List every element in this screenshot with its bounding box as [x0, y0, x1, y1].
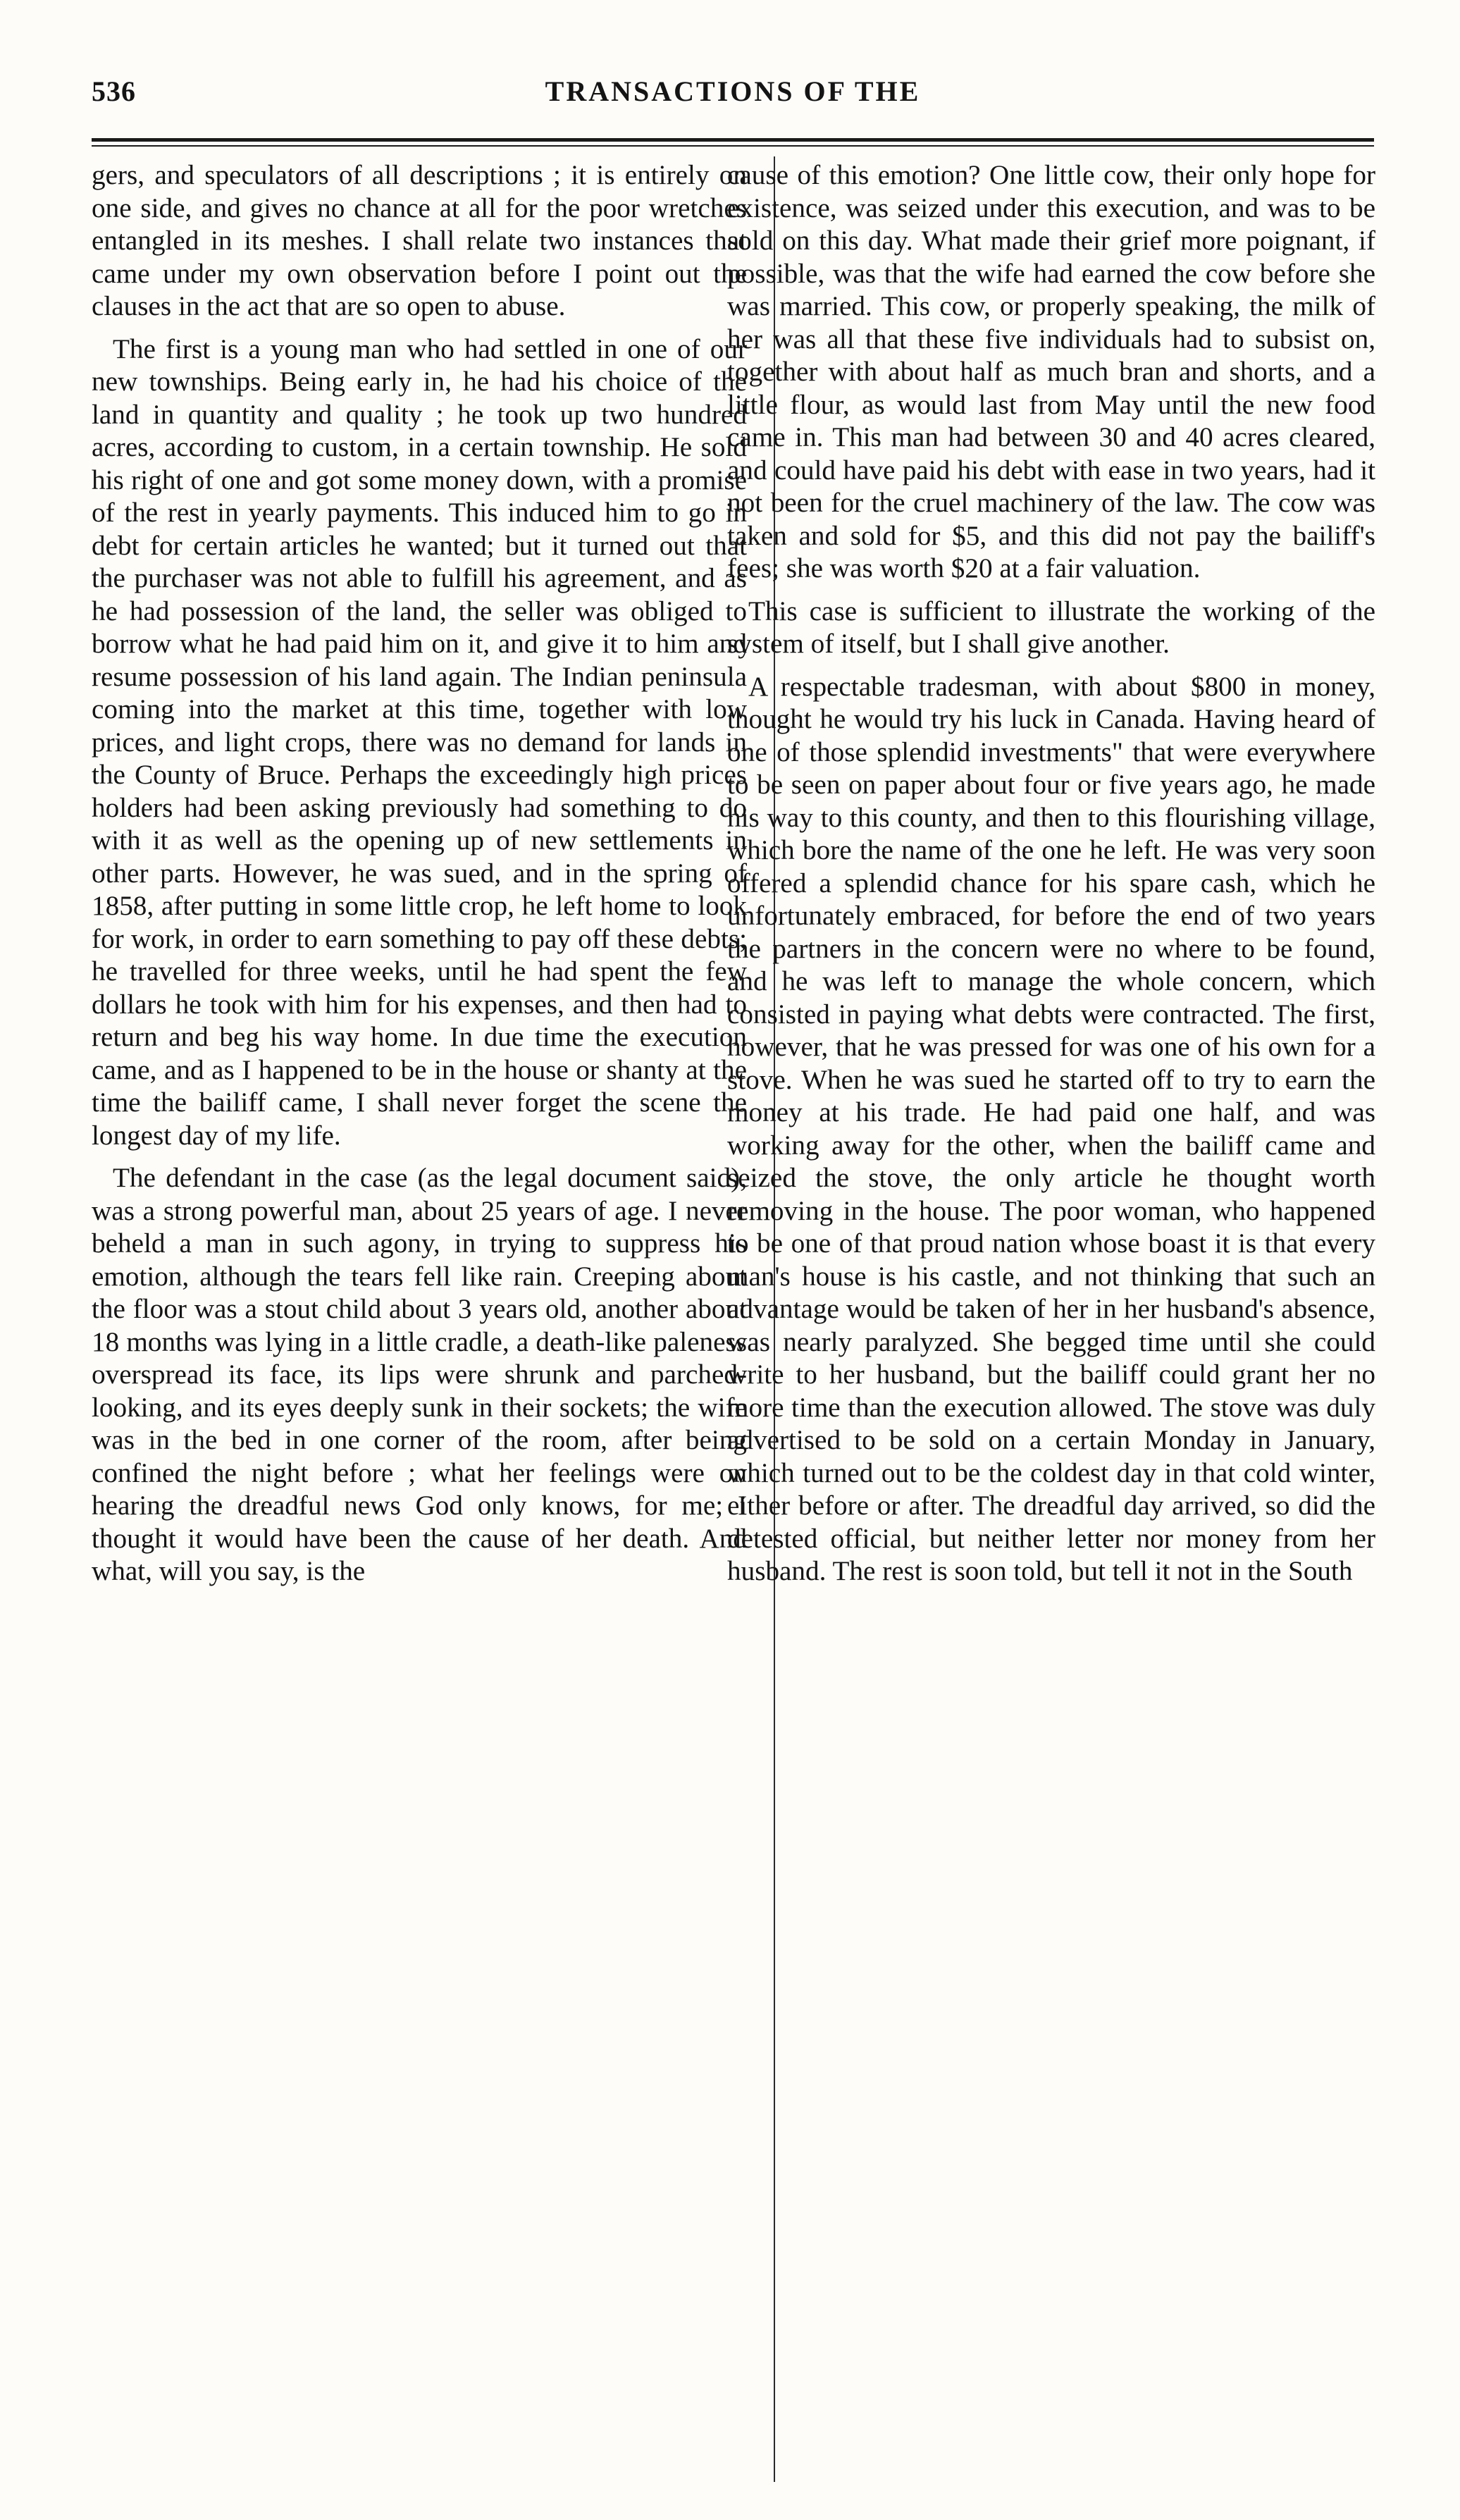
paragraph: cause of this emotion? One little cow, their only hope for existence, was seized under this execution, and was to be sold on this day. What made their grief more poignant, if possible, was that the wife had earned the cow before she was married. This cow, or properly speaking, the milk of her was all that these five individuals had to subsist on, together with about half as much bran and shorts, and a little flour, as would last from May until the new food came in. This man had between 30 and 40 acres cleared, and could have paid his debt with ease in two years, had it not been for the cruel machinery of the law. The cow was taken and sold for $5, and this did not pay the bailiff's fees; she was worth $20 at a fair valuation.	[727, 160, 1375, 583]
page-number: 536	[92, 75, 136, 107]
paragraph: A respectable tradesman, with about $800 in money, thought he would try his luck in Canada. Having heard of one of those splendid investments" that were everywhere to be seen on paper about four or five years ago, he made his way to this county, and then to this flourishing village, which bore the name of the one he left. He was very soon offered a splendid chance for his spare cash, which he unfortunately embraced, for before the end of two years the partners in the concern were no where to be found, and he was left to manage the whole concern, which consisted in paying what debts were contracted. The first, however, that he was pressed for was one of his own for a stove. When he was sued he started off to try to earn the money at his trade. He had paid one half, and was working away for the other, when the bailiff came and seized the stove, the only article he thought worth removing in the house. The poor woman, who happened to be one of that proud nation whose boast it is that every man's house is his castle, and not thinking that such an advantage would be taken of her in her husband's absence, was nearly paralyzed. She begged time until she could write to her husband, but the bailiff could grant her no more time than the execution allowed. The stove was duly advertised to be sold on a certain Monday in January, which turned out to be the coldest day in that cold winter, either before or after. The dreadful day arrived, so did the detested official, but neither letter nor money from her husband. The rest is soon told, but tell it not in the South	[727, 671, 1375, 1586]
left-column	[92, 159, 747, 2485]
page-header	[92, 75, 1374, 117]
paragraph: The first is a young man who had settled in one of our new townships. Being early in, he had his choice of the land in quantity and quality ; he took up two hundred acres, according to custom, in a certain township. He sold his right of one and got some money down, with a promise of the rest in yearly payments. This induced him to go in debt for certain articles he wanted; but it turned out that the purchaser was not able to fulfill his agreement, and as he had possession of the land, the seller was obliged to borrow what he had paid him on it, and give it to him and resume possession of his land again. The Indian peninsula coming into the market at this time, together with low prices, and light crops, there was no demand for lands in the County of Bruce. Perhaps the exceedingly high prices holders had been asking previously had something to do with it as well as the opening up of new settlements in other parts. However, he was sued, and in the spring of 1858, after putting in some little crop, he left home to look for work, in order to earn something to pay off these debts; he travelled for three weeks, until he had spent the few dollars he took with him for his expenses, and then had to return and beg his way home. In due time the execution came, and as I happened to be in the house or shanty at the time the bailiff came, I shall never forget the scene the longest day of my life.	[92, 333, 747, 1151]
right-column	[727, 159, 1375, 2485]
header-rule-thick	[92, 138, 1374, 142]
paragraph: The defendant in the case (as the legal document said), was a strong powerful man, about 25 years of age. I never beheld a man in such agony, in trying to suppress his emotion, although the tears fell like rain. Creeping about the floor was a stout child about 3 years old, another about 18 months was lying in a little cradle, a death-like paleness overspread its face, its lips were shrunk and parched-looking, and its eyes deeply sunk in their sockets; the wife was in the bed in one corner of the room, after being confined the night before ; what her feelings were on hearing the dreadful news God only knows, for me; I thought it would have been the cause of her death. And what, will you say, is the	[92, 1163, 747, 1586]
header-rule-thin	[92, 145, 1374, 147]
paragraph: This case is sufficient to illustrate the working of the system of itself, but I shall give another.	[727, 595, 1375, 659]
paragraph: gers, and speculators of all descriptions ; it is entirely on one side, and gives no chance at all for the poor wretches entangled in its meshes. I shall relate two instances that came under my own observation before I point out the clauses in the act that are so open to abuse.	[92, 160, 747, 321]
running-head: TRANSACTIONS OF THE	[545, 75, 921, 107]
